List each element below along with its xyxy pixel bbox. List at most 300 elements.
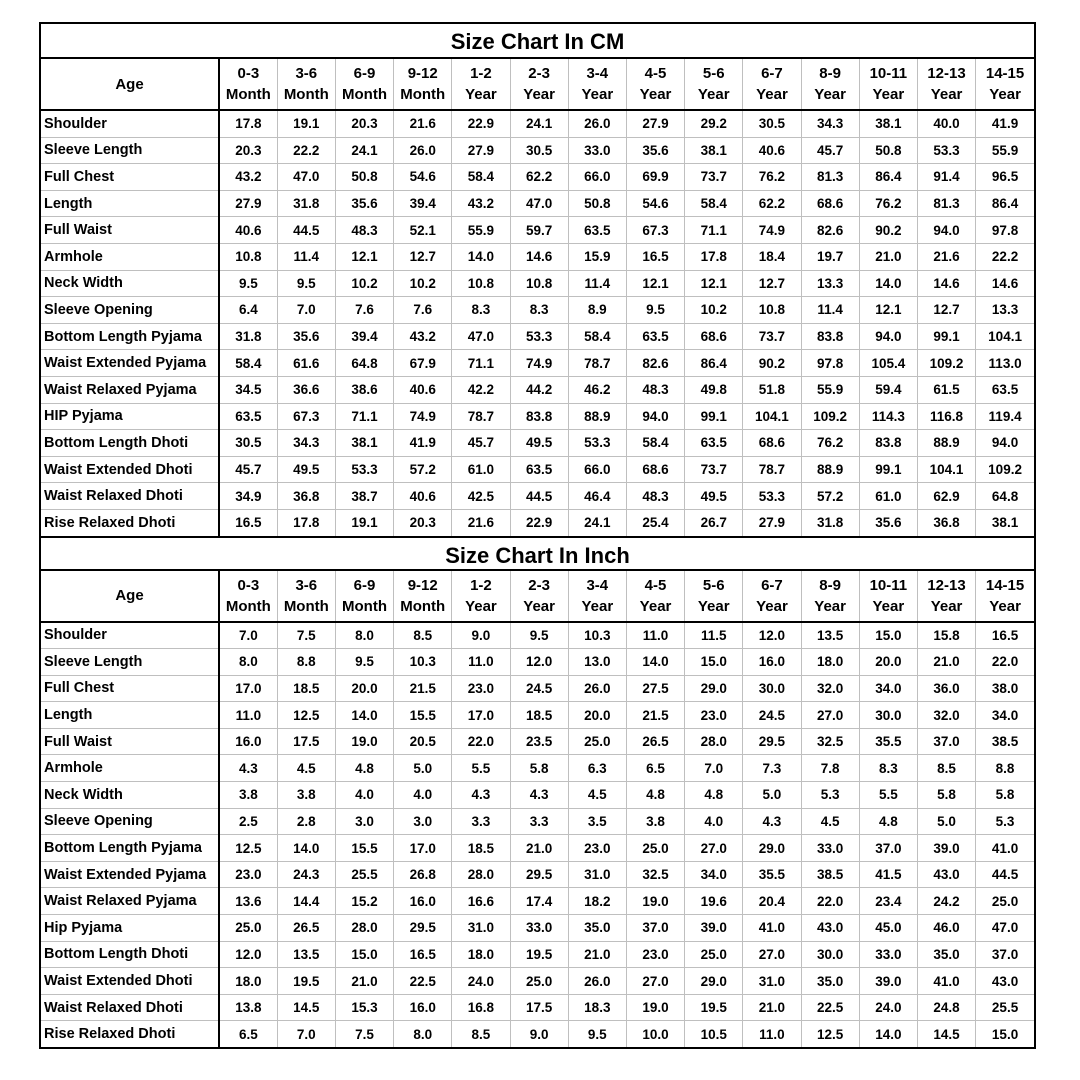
- measurement-value: 23.0: [568, 835, 626, 862]
- measurement-value: 36.6: [277, 376, 335, 403]
- measurement-value: 88.9: [568, 403, 626, 430]
- measurement-value: 26.5: [626, 728, 684, 755]
- measurement-value: 66.0: [568, 164, 626, 191]
- measurement-value: 16.5: [394, 941, 452, 968]
- measurement-value: 8.3: [452, 297, 510, 324]
- age-range: 3-6: [295, 65, 318, 82]
- measurement-value: 17.0: [452, 702, 510, 729]
- age-unit: Month: [283, 597, 329, 615]
- cm-column-header: [452, 59, 510, 110]
- measurement-value: 4.0: [685, 808, 743, 835]
- measurement-value: 83.8: [859, 430, 917, 457]
- measurement-value: 67.3: [277, 403, 335, 430]
- measurement-value: 13.6: [219, 888, 277, 915]
- measurement-value: 109.2: [917, 350, 975, 377]
- measurement-value: 18.4: [743, 243, 801, 270]
- measurement-value: 35.6: [277, 323, 335, 350]
- measurement-value: 32.5: [801, 728, 859, 755]
- measurement-value: 45.7: [801, 137, 859, 164]
- inch-column-header: [277, 571, 335, 622]
- measurement-value: 16.5: [976, 622, 1034, 649]
- measurement-value: 15.8: [917, 622, 975, 649]
- measurement-value: 29.0: [685, 675, 743, 702]
- measurement-value: 16.6: [452, 888, 510, 915]
- measurement-value: 44.5: [510, 483, 568, 510]
- age-unit: Year: [465, 597, 497, 615]
- measurement-value: 23.0: [452, 675, 510, 702]
- measurement-value: 25.5: [335, 861, 393, 888]
- measurement-value: 82.6: [626, 350, 684, 377]
- cm-column-header: [568, 59, 626, 110]
- measurement-value: 15.3: [335, 994, 393, 1021]
- measurement-value: 58.4: [685, 190, 743, 217]
- measurement-value: 14.5: [277, 994, 335, 1021]
- table-row: [41, 456, 1034, 483]
- measurement-value: 19.5: [277, 968, 335, 995]
- measurement-value: 49.5: [685, 483, 743, 510]
- measurement-value: 17.8: [277, 509, 335, 535]
- age-unit: Year: [872, 86, 905, 103]
- measurement-value: 25.5: [976, 994, 1034, 1021]
- measurement-value: 53.3: [335, 456, 393, 483]
- measurement-value: 78.7: [743, 456, 801, 483]
- measurement-value: 94.0: [917, 217, 975, 244]
- measurement-value: 14.6: [510, 243, 568, 270]
- measurement-value: 27.0: [743, 941, 801, 968]
- measurement-value: 39.4: [335, 323, 393, 350]
- measurement-value: 11.0: [452, 649, 510, 676]
- measurement-value: 8.0: [335, 622, 393, 649]
- measurement-value: 9.5: [277, 270, 335, 297]
- table-row: [41, 702, 1034, 729]
- measurement-value: 11.0: [626, 622, 684, 649]
- measurement-value: 53.3: [568, 430, 626, 457]
- cm-column-header: [743, 59, 801, 110]
- measurement-label: Bottom Length Dhoti: [41, 430, 219, 457]
- measurement-value: 8.5: [394, 622, 452, 649]
- measurement-value: 26.8: [394, 861, 452, 888]
- measurement-value: 4.3: [219, 755, 277, 782]
- measurement-value: 21.0: [568, 941, 626, 968]
- measurement-value: 16.5: [219, 509, 277, 535]
- age-unit: Year: [930, 86, 963, 103]
- measurement-label: Bottom Length Dhoti: [41, 941, 219, 968]
- measurement-value: 19.5: [510, 941, 568, 968]
- measurement-value: 30.5: [510, 137, 568, 164]
- measurement-value: 71.1: [452, 350, 510, 377]
- measurement-label: Waist Extended Pyjama: [41, 861, 219, 888]
- measurement-value: 25.0: [219, 915, 277, 942]
- age-range: 4-5: [644, 65, 667, 82]
- age-range: 0-3: [237, 65, 260, 82]
- table-row: [41, 782, 1034, 809]
- measurement-value: 38.1: [685, 137, 743, 164]
- measurement-value: 35.0: [568, 915, 626, 942]
- measurement-value: 37.0: [917, 728, 975, 755]
- measurement-value: 19.1: [335, 509, 393, 535]
- measurement-value: 15.9: [568, 243, 626, 270]
- measurement-value: 35.5: [743, 861, 801, 888]
- measurement-value: 43.0: [801, 915, 859, 942]
- measurement-value: 28.0: [452, 861, 510, 888]
- measurement-value: 86.4: [859, 164, 917, 191]
- inch-age-header: Age: [41, 571, 219, 622]
- measurement-value: 97.8: [976, 217, 1034, 244]
- measurement-value: 18.0: [801, 649, 859, 676]
- measurement-value: 27.9: [626, 110, 684, 137]
- inch-column-header: [801, 571, 859, 622]
- measurement-value: 8.5: [452, 1021, 510, 1047]
- measurement-value: 19.5: [685, 994, 743, 1021]
- measurement-value: 24.2: [917, 888, 975, 915]
- measurement-value: 22.2: [976, 243, 1034, 270]
- measurement-label: Bottom Length Pyjama: [41, 835, 219, 862]
- measurement-value: 13.5: [801, 622, 859, 649]
- measurement-value: 20.5: [394, 728, 452, 755]
- measurement-value: 24.1: [568, 509, 626, 535]
- measurement-value: 59.4: [859, 376, 917, 403]
- measurement-value: 29.5: [394, 915, 452, 942]
- measurement-value: 18.5: [510, 702, 568, 729]
- age-range: 14-15: [985, 576, 1025, 594]
- measurement-value: 69.9: [626, 164, 684, 191]
- inch-column-header: [685, 571, 743, 622]
- measurement-value: 31.0: [568, 861, 626, 888]
- age-unit: Year: [756, 86, 788, 103]
- measurement-value: 17.5: [510, 994, 568, 1021]
- measurement-value: 4.5: [277, 755, 335, 782]
- measurement-value: 3.0: [335, 808, 393, 835]
- measurement-value: 15.0: [685, 649, 743, 676]
- measurement-value: 12.7: [917, 297, 975, 324]
- measurement-value: 50.8: [859, 137, 917, 164]
- measurement-value: 7.0: [219, 622, 277, 649]
- cm-column-header: [510, 59, 568, 110]
- measurement-value: 32.0: [801, 675, 859, 702]
- table-row: [41, 941, 1034, 968]
- measurement-value: 39.4: [394, 190, 452, 217]
- measurement-label: Bottom Length Pyjama: [41, 323, 219, 350]
- measurement-value: 34.0: [859, 675, 917, 702]
- measurement-value: 7.0: [277, 1021, 335, 1047]
- measurement-value: 97.8: [801, 350, 859, 377]
- measurement-value: 59.7: [510, 217, 568, 244]
- measurement-value: 63.5: [976, 376, 1034, 403]
- measurement-value: 63.5: [685, 430, 743, 457]
- measurement-value: 68.6: [685, 323, 743, 350]
- age-unit: Year: [930, 597, 963, 615]
- measurement-value: 27.9: [743, 509, 801, 535]
- measurement-value: 37.0: [976, 941, 1034, 968]
- measurement-value: 25.0: [685, 941, 743, 968]
- measurement-value: 68.6: [626, 456, 684, 483]
- age-range: 12-13: [927, 65, 966, 82]
- age-range: 1-2: [470, 65, 492, 82]
- table-row: [41, 270, 1034, 297]
- measurement-value: 33.0: [568, 137, 626, 164]
- measurement-value: 16.0: [394, 994, 452, 1021]
- age-unit: Month: [225, 597, 271, 615]
- measurement-value: 88.9: [801, 456, 859, 483]
- table-row: [41, 350, 1034, 377]
- measurement-value: 33.0: [859, 941, 917, 968]
- measurement-value: 18.0: [219, 968, 277, 995]
- measurement-value: 19.0: [626, 888, 684, 915]
- measurement-value: 90.2: [743, 350, 801, 377]
- measurement-value: 43.0: [917, 861, 975, 888]
- measurement-value: 19.7: [801, 243, 859, 270]
- age-unit: Month: [400, 597, 446, 615]
- measurement-value: 67.9: [394, 350, 452, 377]
- measurement-value: 109.2: [801, 403, 859, 430]
- measurement-value: 53.3: [510, 323, 568, 350]
- measurement-value: 26.0: [568, 968, 626, 995]
- measurement-value: 14.6: [976, 270, 1034, 297]
- measurement-value: 35.0: [917, 941, 975, 968]
- measurement-value: 109.2: [976, 456, 1034, 483]
- measurement-value: 57.2: [394, 456, 452, 483]
- measurement-value: 63.5: [568, 217, 626, 244]
- measurement-value: 21.0: [510, 835, 568, 862]
- measurement-value: 9.5: [626, 297, 684, 324]
- measurement-value: 94.0: [859, 323, 917, 350]
- measurement-value: 9.0: [510, 1021, 568, 1047]
- measurement-value: 18.5: [452, 835, 510, 862]
- measurement-value: 30.5: [219, 430, 277, 457]
- measurement-value: 29.2: [685, 110, 743, 137]
- measurement-value: 46.4: [568, 483, 626, 510]
- measurement-value: 13.3: [801, 270, 859, 297]
- measurement-value: 11.0: [743, 1021, 801, 1047]
- measurement-value: 14.0: [626, 649, 684, 676]
- measurement-value: 17.4: [510, 888, 568, 915]
- measurement-value: 21.6: [917, 243, 975, 270]
- measurement-value: 8.5: [917, 755, 975, 782]
- age-range: 1-2: [470, 576, 492, 594]
- age-range: 9-12: [407, 576, 438, 594]
- age-unit: Year: [756, 597, 788, 615]
- measurement-value: 11.5: [685, 622, 743, 649]
- cm-column-header: [976, 59, 1034, 110]
- measurement-value: 27.0: [801, 702, 859, 729]
- measurement-value: 15.0: [335, 941, 393, 968]
- measurement-value: 36.0: [917, 675, 975, 702]
- measurement-value: 71.1: [685, 217, 743, 244]
- measurement-value: 38.1: [859, 110, 917, 137]
- measurement-value: 16.0: [743, 649, 801, 676]
- measurement-value: 21.5: [626, 702, 684, 729]
- table-row: [41, 755, 1034, 782]
- age-range: 10-11: [869, 576, 908, 594]
- measurement-value: 20.3: [394, 509, 452, 535]
- measurement-value: 99.1: [859, 456, 917, 483]
- measurement-value: 12.1: [335, 243, 393, 270]
- measurement-value: 11.4: [277, 243, 335, 270]
- measurement-value: 14.0: [277, 835, 335, 862]
- table-row: [41, 622, 1034, 649]
- table-row: [41, 217, 1034, 244]
- measurement-value: 26.0: [568, 675, 626, 702]
- measurement-value: 22.0: [976, 649, 1034, 676]
- cm-column-header: [335, 59, 393, 110]
- measurement-value: 20.4: [743, 888, 801, 915]
- measurement-value: 4.8: [685, 782, 743, 809]
- measurement-value: 104.1: [976, 323, 1034, 350]
- measurement-value: 22.5: [801, 994, 859, 1021]
- measurement-value: 33.0: [801, 835, 859, 862]
- measurement-value: 94.0: [976, 430, 1034, 457]
- measurement-value: 8.8: [277, 649, 335, 676]
- measurement-value: 48.3: [626, 376, 684, 403]
- measurement-value: 20.0: [335, 675, 393, 702]
- cm-age-header: Age: [41, 59, 219, 110]
- inch-column-header: [743, 571, 801, 622]
- measurement-value: 36.8: [277, 483, 335, 510]
- measurement-value: 47.0: [277, 164, 335, 191]
- measurement-value: 22.2: [277, 137, 335, 164]
- measurement-value: 17.0: [394, 835, 452, 862]
- measurement-value: 11.0: [219, 702, 277, 729]
- measurement-value: 14.5: [917, 1021, 975, 1047]
- measurement-value: 22.9: [452, 110, 510, 137]
- age-unit: Year: [814, 597, 846, 615]
- measurement-value: 18.2: [568, 888, 626, 915]
- measurement-value: 23.0: [685, 702, 743, 729]
- measurement-value: 7.8: [801, 755, 859, 782]
- measurement-value: 81.3: [801, 164, 859, 191]
- age-unit: Month: [342, 86, 387, 103]
- measurement-value: 34.9: [219, 483, 277, 510]
- measurement-value: 20.3: [335, 110, 393, 137]
- measurement-value: 10.2: [394, 270, 452, 297]
- measurement-value: 32.5: [626, 861, 684, 888]
- measurement-value: 4.0: [394, 782, 452, 809]
- measurement-value: 24.0: [859, 994, 917, 1021]
- measurement-value: 113.0: [976, 350, 1034, 377]
- measurement-value: 8.3: [859, 755, 917, 782]
- measurement-value: 31.8: [219, 323, 277, 350]
- measurement-value: 22.0: [801, 888, 859, 915]
- measurement-value: 104.1: [917, 456, 975, 483]
- measurement-value: 21.0: [335, 968, 393, 995]
- age-range: 6-9: [353, 576, 376, 594]
- measurement-value: 43.2: [452, 190, 510, 217]
- measurement-value: 45.0: [859, 915, 917, 942]
- inch-column-header: [394, 571, 452, 622]
- measurement-value: 4.3: [743, 808, 801, 835]
- measurement-value: 46.0: [917, 915, 975, 942]
- measurement-value: 19.6: [685, 888, 743, 915]
- measurement-label: Waist Relaxed Pyjama: [41, 376, 219, 403]
- measurement-value: 8.9: [568, 297, 626, 324]
- measurement-value: 37.0: [626, 915, 684, 942]
- measurement-value: 21.0: [917, 649, 975, 676]
- measurement-value: 18.5: [277, 675, 335, 702]
- measurement-value: 73.7: [743, 323, 801, 350]
- measurement-value: 53.3: [917, 137, 975, 164]
- age-unit: Year: [465, 86, 497, 103]
- measurement-value: 50.8: [335, 164, 393, 191]
- measurement-value: 41.0: [743, 915, 801, 942]
- measurement-value: 19.1: [277, 110, 335, 137]
- measurement-value: 38.0: [976, 675, 1034, 702]
- measurement-value: 10.8: [452, 270, 510, 297]
- measurement-value: 26.0: [568, 110, 626, 137]
- measurement-label: Sleeve Length: [41, 649, 219, 676]
- measurement-value: 10.8: [743, 297, 801, 324]
- measurement-value: 68.6: [801, 190, 859, 217]
- measurement-value: 39.0: [917, 835, 975, 862]
- measurement-value: 37.0: [859, 835, 917, 862]
- measurement-value: 96.5: [976, 164, 1034, 191]
- measurement-label: Rise Relaxed Dhoti: [41, 509, 219, 535]
- measurement-value: 105.4: [859, 350, 917, 377]
- measurement-value: 49.5: [277, 456, 335, 483]
- measurement-value: 47.0: [510, 190, 568, 217]
- measurement-value: 23.5: [510, 728, 568, 755]
- measurement-value: 28.0: [335, 915, 393, 942]
- measurement-value: 20.3: [219, 137, 277, 164]
- measurement-value: 38.1: [335, 430, 393, 457]
- measurement-value: 45.7: [452, 430, 510, 457]
- measurement-value: 39.0: [859, 968, 917, 995]
- measurement-value: 49.5: [510, 430, 568, 457]
- measurement-value: 74.9: [394, 403, 452, 430]
- measurement-value: 5.8: [917, 782, 975, 809]
- inch-column-header: [335, 571, 393, 622]
- age-range: 2-3: [528, 576, 550, 594]
- measurement-value: 22.0: [452, 728, 510, 755]
- measurement-value: 6.5: [626, 755, 684, 782]
- measurement-value: 14.4: [277, 888, 335, 915]
- age-range: 14-15: [985, 65, 1025, 82]
- age-unit: Year: [872, 597, 905, 615]
- measurement-value: 5.0: [917, 808, 975, 835]
- measurement-value: 30.0: [859, 702, 917, 729]
- cm-column-header: [685, 59, 743, 110]
- measurement-label: Neck Width: [41, 782, 219, 809]
- measurement-label: Full Chest: [41, 164, 219, 191]
- measurement-value: 3.3: [510, 808, 568, 835]
- measurement-value: 62.2: [510, 164, 568, 191]
- measurement-value: 17.5: [277, 728, 335, 755]
- measurement-value: 15.0: [976, 1021, 1034, 1047]
- measurement-label: Waist Relaxed Pyjama: [41, 888, 219, 915]
- measurement-value: 15.2: [335, 888, 393, 915]
- measurement-value: 27.0: [685, 835, 743, 862]
- measurement-value: 15.5: [335, 835, 393, 862]
- measurement-value: 9.5: [568, 1021, 626, 1047]
- measurement-value: 17.8: [685, 243, 743, 270]
- measurement-value: 29.0: [743, 835, 801, 862]
- measurement-value: 58.4: [568, 323, 626, 350]
- measurement-value: 3.0: [394, 808, 452, 835]
- age-unit: Year: [989, 86, 1021, 103]
- measurement-value: 14.6: [917, 270, 975, 297]
- inch-size-table: [41, 571, 1034, 1048]
- inch-chart-title: Size Chart In Inch: [41, 536, 1034, 571]
- measurement-value: 5.0: [394, 755, 452, 782]
- table-row: [41, 994, 1034, 1021]
- measurement-value: 41.9: [394, 430, 452, 457]
- measurement-value: 28.0: [685, 728, 743, 755]
- age-range: 8-9: [819, 65, 841, 82]
- measurement-value: 39.0: [685, 915, 743, 942]
- measurement-value: 12.1: [859, 297, 917, 324]
- measurement-value: 34.3: [277, 430, 335, 457]
- cm-column-header: [626, 59, 684, 110]
- measurement-value: 82.6: [801, 217, 859, 244]
